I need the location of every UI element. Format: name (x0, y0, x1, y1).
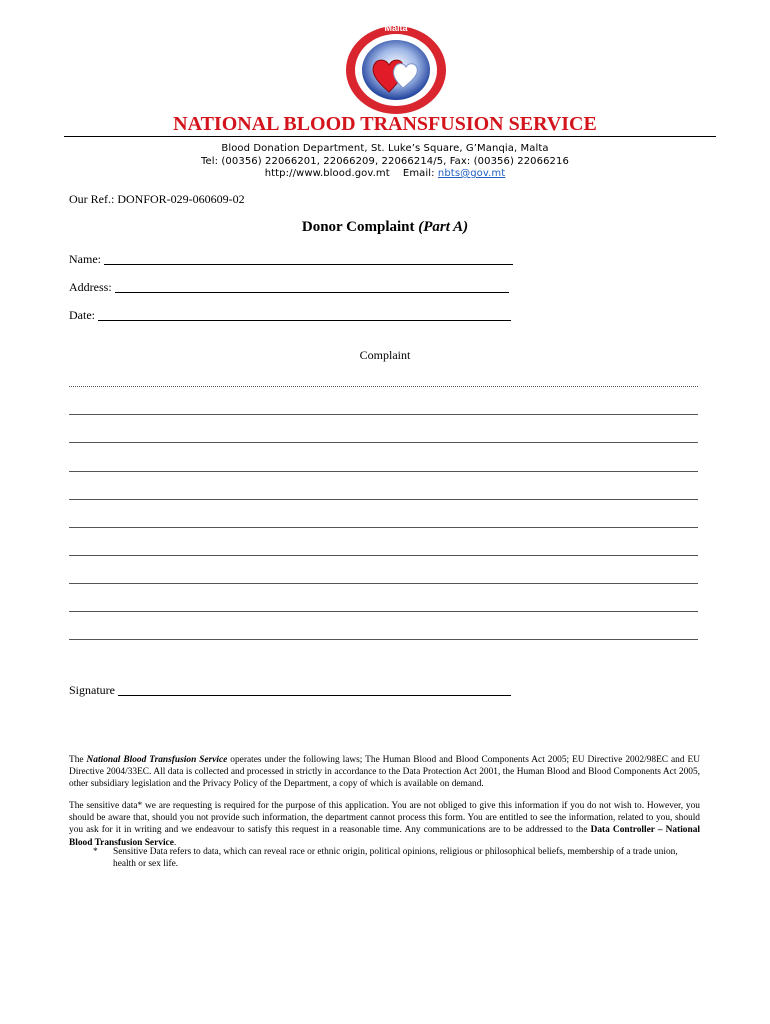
header-email-link[interactable]: nbts@gov.mt (437, 168, 506, 179)
complaint-line[interactable] (69, 583, 698, 584)
note-asterisk: * (93, 847, 98, 857)
complaint-line[interactable] (69, 639, 698, 640)
privacy-paragraph (69, 800, 700, 849)
name-field[interactable] (69, 251, 513, 267)
sensitive-data-note (93, 846, 700, 870)
complaint-line[interactable] (69, 611, 698, 612)
form-title-part: (Part A) (418, 219, 469, 235)
address-field[interactable] (69, 279, 509, 295)
name-label: Name: (69, 252, 101, 266)
address-line[interactable] (115, 292, 509, 293)
note-text: Sensitive Data refers to data, which can reveal race or ethnic origin, political opinions, religious or philosophical beliefs, membership of a trade union, health or sex life. (113, 847, 678, 870)
header-website[interactable]: http://www.blood.gov.mt (264, 168, 390, 179)
privacy-text: The sensitive data* we are requesting is required for the purpose of this application. You are not obliged to give this information if you do not wish to. However, you should be aware that, should you not provide such information, the department cannot process this form. You are entitled to see the information, related to you, should you ask for it in writing and we endeavour to satisfy this request in a reasonable time. Any communications are to be addressed to the (69, 801, 700, 836)
address-label: Address: (69, 280, 112, 294)
data-controller-name: Data Controller – National Blood Transfusion Service (69, 825, 701, 848)
header-address: Blood Donation Department, St. Luke’s Square, G’Manqia, Malta (221, 143, 549, 154)
complaint-line[interactable] (69, 527, 698, 528)
nbts-logo (341, 18, 451, 118)
org-title: NATIONAL BLOOD TRANSFUSION SERVICE (173, 113, 597, 135)
privacy-text-end: . (173, 837, 177, 848)
legal-text-post: operates under the following laws; The Human Blood and Blood Components Act 2005; EU Directive 2002/98EC and EU Directive 2004/33EC. All data is collected and processed in strictly in accordance to the Data Protection Act 2001, the Human Blood and Blood Components Act 2005, other subsidiary legislation and the Privacy Policy of the Department, a copy of which is available on demand. (69, 755, 700, 790)
complaint-line[interactable] (69, 499, 698, 500)
date-label: Date: (69, 308, 95, 322)
form-title (0, 219, 770, 236)
legal-text-pre: The (69, 755, 87, 765)
signature-field[interactable] (69, 682, 511, 698)
reference-number: Our Ref.: DONFOR-029-060609-02 (69, 192, 245, 206)
complaint-line[interactable] (69, 442, 698, 443)
logo-malta-text: Malta (384, 23, 408, 33)
complaint-line[interactable] (69, 471, 698, 472)
form-title-text: Donor Complaint (301, 219, 419, 235)
legal-paragraph (69, 754, 700, 791)
header-web-line (0, 168, 770, 179)
complaint-label: Complaint (359, 348, 411, 362)
complaint-line[interactable] (69, 414, 698, 415)
signature-line[interactable] (118, 695, 511, 696)
date-line[interactable] (98, 320, 511, 321)
complaint-line[interactable] (69, 386, 698, 387)
date-field[interactable] (69, 307, 511, 323)
legal-org-name: National Blood Transfusion Service (86, 755, 228, 765)
complaint-line[interactable] (69, 555, 698, 556)
name-line[interactable] (104, 264, 513, 265)
signature-label: Signature (69, 683, 115, 697)
header-rule (64, 136, 716, 137)
header-phone: Tel: (00356) 22066201, 22066209, 22066214/5, Fax: (00356) 22066216 (201, 156, 569, 167)
header-email-label: Email: (402, 168, 438, 179)
